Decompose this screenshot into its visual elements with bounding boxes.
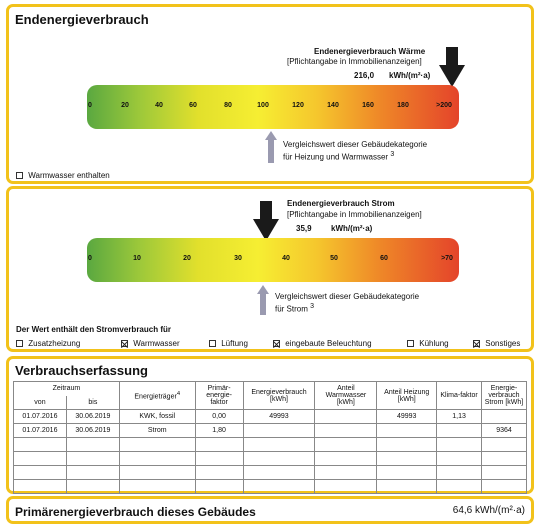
heat-scale-bar: [87, 85, 459, 129]
header-energietraeger: [119, 382, 195, 410]
cell-empty: [481, 480, 526, 494]
scale-label: 20: [121, 102, 129, 109]
table-row: [14, 480, 527, 494]
cell-empty: [377, 452, 437, 466]
scale-label: 160: [362, 102, 374, 109]
scale-label: 80: [224, 102, 232, 109]
cell-empty: [481, 438, 526, 452]
consumption-title: Verbrauchserfassung: [15, 363, 148, 378]
warmwasser-check-row: [16, 171, 110, 180]
cell-empty: [243, 452, 315, 466]
scale-label: 60: [189, 102, 197, 109]
cell-traeger: KWK, fossil: [119, 410, 195, 424]
header-klima: Klima-faktor: [437, 382, 482, 410]
beleuchtung-checkbox[interactable]: [273, 340, 280, 347]
consumption-record-panel: [6, 356, 534, 494]
includes-note: Der Wert enthält den Stromverbrauch für: [16, 325, 171, 334]
scale-label: 100: [257, 102, 269, 109]
power-indicator-title: Endenergieverbrauch Strom: [287, 199, 395, 208]
table-row: [14, 452, 527, 466]
heat-consumption-panel: [6, 4, 534, 184]
power-value: 35,9: [296, 224, 312, 233]
zusatzheizung-checkbox[interactable]: [16, 340, 23, 347]
scale-label: 50: [330, 255, 338, 262]
heat-indicator-title: Endenergieverbrauch Wärme: [314, 47, 426, 56]
cell-empty: [195, 466, 243, 480]
table-row: [14, 424, 527, 438]
power-consumption-panel: [6, 186, 534, 352]
header-energietraeger-text: Energieträger: [134, 393, 177, 401]
warmwasser-checkbox[interactable]: [121, 340, 128, 347]
scale-label: 20: [183, 255, 191, 262]
check-sonstiges: [473, 339, 520, 348]
cell-empty: [243, 466, 315, 480]
heat-compare-arrow-icon: [265, 131, 277, 163]
cell-empty: [66, 452, 119, 466]
cell-empty: [315, 438, 377, 452]
cell-faktor: 0,00: [195, 410, 243, 424]
cell-empty: [195, 452, 243, 466]
footnote-ref: 3: [390, 151, 395, 158]
check-zusatzheizung: [16, 339, 80, 348]
cell-klima: 1,13: [437, 410, 482, 424]
cell-faktor: 1,80: [195, 424, 243, 438]
table-row: [14, 466, 527, 480]
heat-value-arrow-icon: [439, 47, 465, 87]
kuehlung-checkbox[interactable]: [407, 340, 414, 347]
cell-verbrauch: [243, 424, 315, 438]
scale-label: >200: [436, 102, 452, 109]
cell-empty: [243, 438, 315, 452]
footnote-ref: 4: [176, 390, 181, 397]
cell-empty: [437, 480, 482, 494]
header-warmwasser: Anteil Warmwasser [kWh]: [315, 382, 377, 410]
cell-heizung: [377, 424, 437, 438]
cell-empty: [119, 452, 195, 466]
primary-energy-panel: [6, 496, 534, 524]
check-kuehlung: [407, 339, 449, 348]
cell-strom: [481, 410, 526, 424]
heat-unit: kWh/(m²·a): [389, 71, 431, 80]
kuehlung-label: Kühlung: [419, 339, 449, 348]
cell-von: 01.07.2016: [14, 410, 67, 424]
cell-empty: [119, 438, 195, 452]
cell-empty: [377, 466, 437, 480]
cell-empty: [119, 466, 195, 480]
cell-empty: [66, 480, 119, 494]
scale-label: 40: [282, 255, 290, 262]
cell-verbrauch: 49993: [243, 410, 315, 424]
heat-compare-line2: [283, 151, 394, 162]
heat-value: 216,0: [354, 71, 375, 80]
scale-label: 120: [292, 102, 304, 109]
scale-label: 0: [88, 102, 92, 109]
scale-label: 0: [88, 255, 92, 262]
scale-label: 180: [397, 102, 409, 109]
cell-empty: [66, 438, 119, 452]
cell-empty: [119, 480, 195, 494]
power-unit: kWh/(m²·a): [331, 224, 373, 233]
header-verbrauch: Energieverbrauch [kWh]: [243, 382, 315, 410]
primary-energy-label: Primärenergieverbrauch dieses Gebäudes: [15, 505, 256, 519]
cell-empty: [481, 466, 526, 480]
header-strom: Energie-verbrauch Strom [kWh]: [481, 382, 526, 410]
cell-empty: [14, 466, 67, 480]
cell-klima: [437, 424, 482, 438]
cell-empty: [481, 452, 526, 466]
cell-empty: [66, 466, 119, 480]
check-warmwasser: [121, 339, 180, 348]
header-von: von: [14, 396, 67, 410]
power-compare-line2-text: für Strom: [275, 304, 308, 314]
check-beleuchtung: [273, 339, 372, 348]
cell-empty: [437, 452, 482, 466]
scale-label: 140: [327, 102, 339, 109]
power-value-arrow-icon: [253, 201, 279, 241]
cell-empty: [14, 438, 67, 452]
cell-empty: [377, 438, 437, 452]
beleuchtung-label: eingebaute Beleuchtung: [285, 339, 372, 348]
cell-bis: 30.06.2019: [66, 410, 119, 424]
cell-warmwasser: [315, 424, 377, 438]
scale-label: 30: [234, 255, 242, 262]
cell-warmwasser: [315, 410, 377, 424]
cell-empty: [243, 480, 315, 494]
power-compare-line1: Vergleichswert dieser Gebäudekategorie: [275, 292, 420, 301]
cell-empty: [377, 480, 437, 494]
cell-heizung: 49993: [377, 410, 437, 424]
sonstiges-checkbox[interactable]: [473, 340, 480, 347]
cell-strom: 9364: [481, 424, 526, 438]
lueftung-label: Lüftung: [221, 339, 248, 348]
cell-empty: [315, 452, 377, 466]
cell-empty: [14, 452, 67, 466]
scale-label: >70: [441, 255, 453, 262]
warmwasser-label: Warmwasser enthalten: [28, 171, 110, 180]
warmwasser-checkbox[interactable]: [16, 172, 23, 179]
cell-empty: [195, 438, 243, 452]
power-scale-bar: [87, 238, 459, 282]
heat-compare-line1: Vergleichswert dieser Gebäudekategorie: [283, 140, 428, 149]
power-compare-arrow-icon: [257, 285, 269, 315]
scale-label: 60: [380, 255, 388, 262]
heat-indicator-note: [Pflichtangabe in Immobilienanzeigen]: [287, 57, 422, 66]
warmwasser-label: Warmwasser: [133, 339, 180, 348]
consumption-table: [13, 381, 527, 494]
panel-title: Endenergieverbrauch: [15, 12, 149, 27]
header-zeitraum: Zeitraum: [14, 382, 120, 396]
cell-bis: 30.06.2019: [66, 424, 119, 438]
power-indicator-note: [Pflichtangabe in Immobilienanzeigen]: [287, 210, 422, 219]
header-heizung: Anteil Heizung [kWh]: [377, 382, 437, 410]
sonstiges-label: Sonstiges: [485, 339, 521, 348]
scale-label: 40: [155, 102, 163, 109]
cell-traeger: Strom: [119, 424, 195, 438]
zusatzheizung-label: Zusatzheizung: [28, 339, 81, 348]
cell-empty: [315, 466, 377, 480]
cell-empty: [315, 480, 377, 494]
lueftung-checkbox[interactable]: [209, 340, 216, 347]
cell-empty: [437, 438, 482, 452]
cell-empty: [195, 480, 243, 494]
scale-label: 10: [133, 255, 141, 262]
cell-empty: [14, 480, 67, 494]
cell-von: 01.07.2016: [14, 424, 67, 438]
check-lueftung: [209, 339, 248, 348]
header-bis: bis: [66, 396, 119, 410]
cell-empty: [437, 466, 482, 480]
footnote-ref: 3: [310, 303, 315, 310]
header-faktor: Primär-energie-faktor: [195, 382, 243, 410]
power-compare-line2: [275, 303, 314, 314]
heat-compare-line2-text: für Heizung und Warmwasser: [283, 152, 389, 162]
table-row: [14, 410, 527, 424]
table-row: [14, 438, 527, 452]
primary-energy-value: 64,6 kWh/(m²·a): [452, 505, 525, 516]
